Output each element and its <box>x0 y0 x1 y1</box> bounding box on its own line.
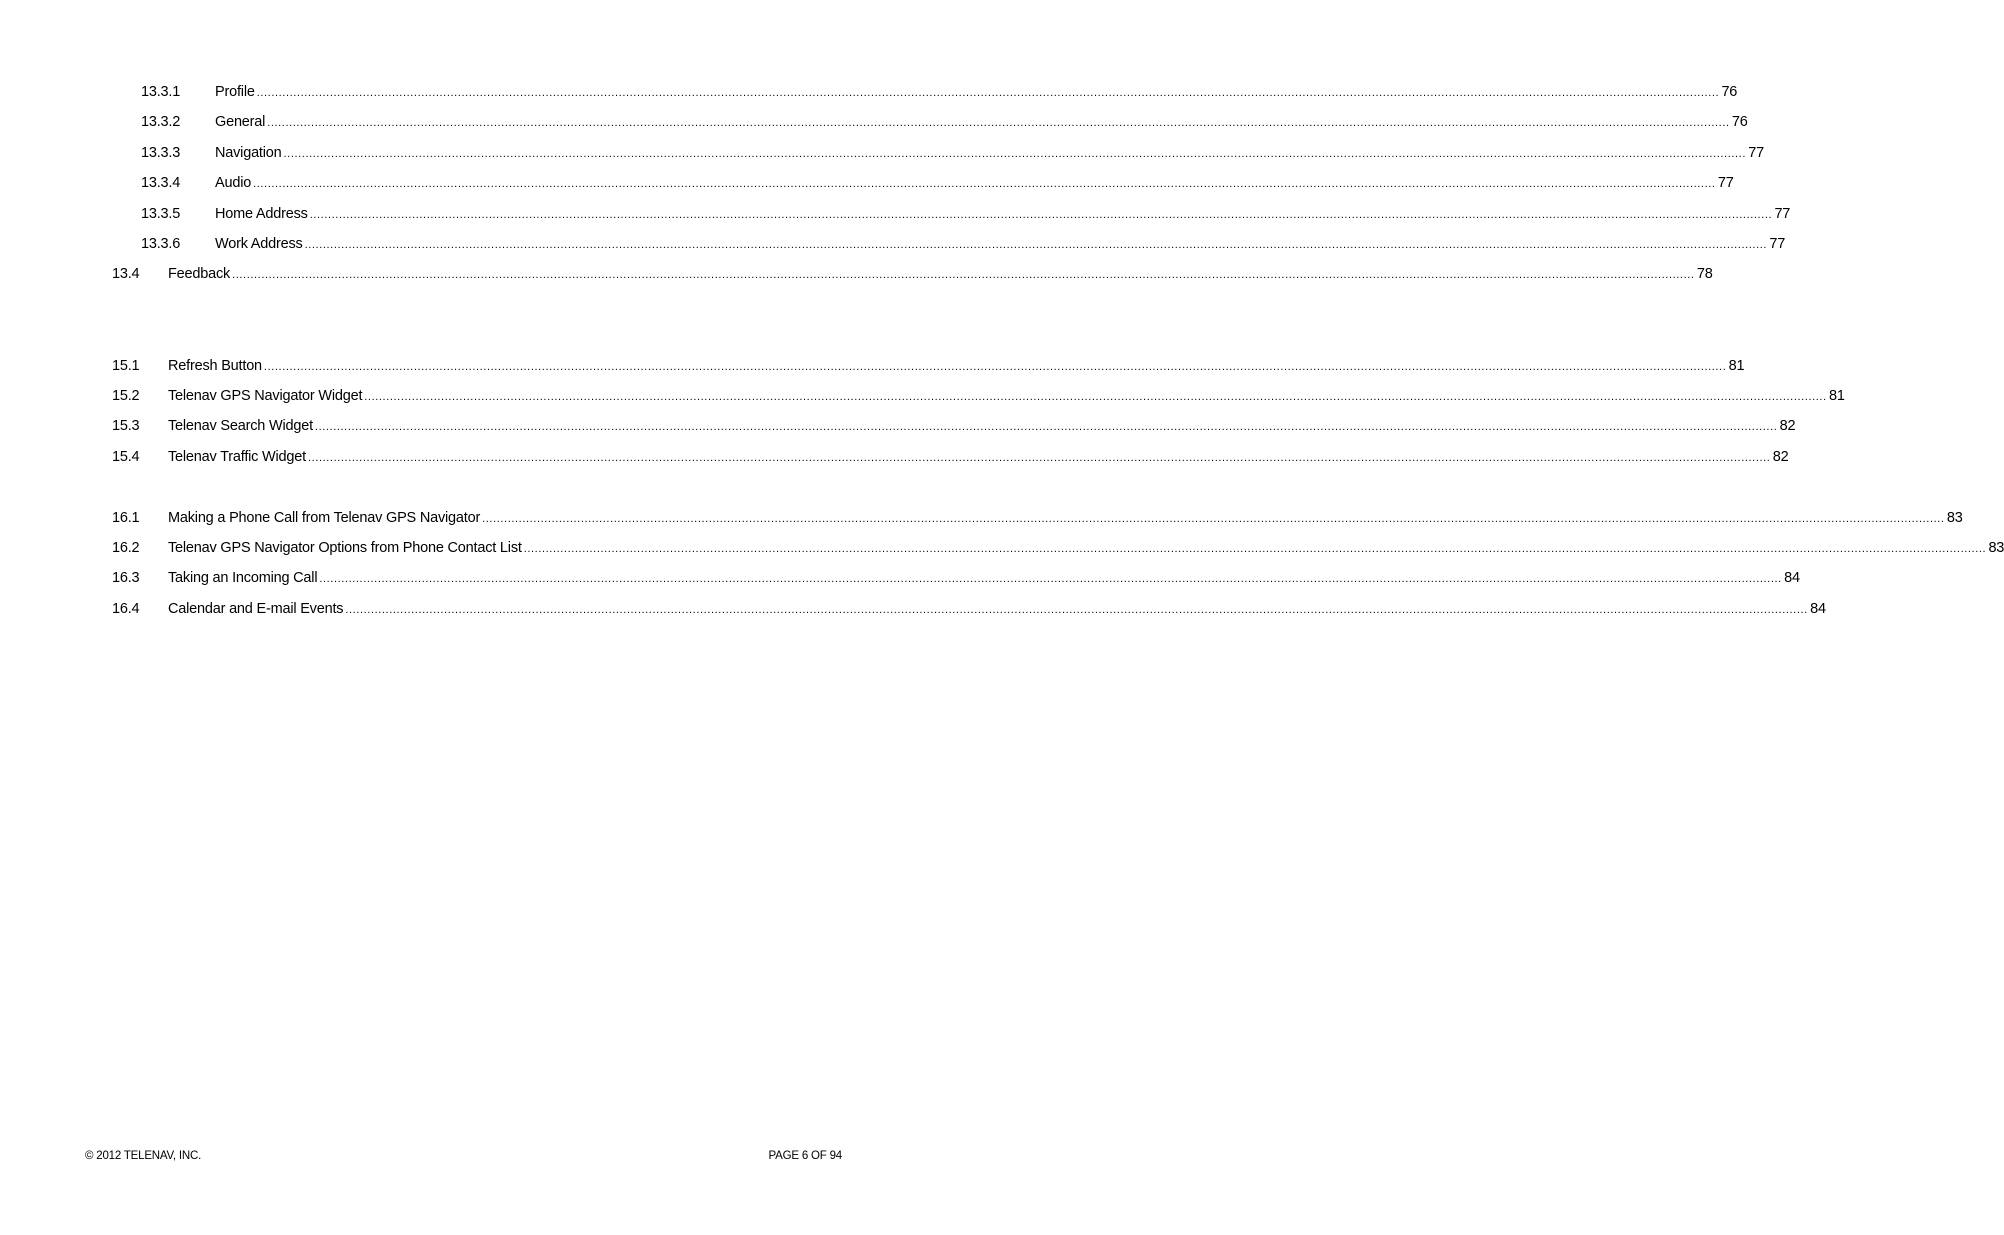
toc-entry-13-3-6[interactable] <box>0 234 1786 254</box>
dot-leader: ................................................................................................................................................................................................................................................................................................................................................................................................................ <box>482 513 1945 525</box>
toc-entry-13-3-1[interactable] <box>0 82 1738 102</box>
toc-entry-13-4[interactable] <box>0 264 1713 284</box>
toc-title[interactable]: Feedback <box>168 266 231 282</box>
footer-copyright: © 2012 TELENAV, INC. <box>85 1150 202 1162</box>
dot-leader: ................................................................................................................................................................................................................................................................................................................................................................................................................ <box>319 573 1782 585</box>
toc-page-number[interactable]: 84 <box>1784 570 1800 586</box>
toc-entry-13-3-4[interactable] <box>0 173 1734 193</box>
toc-entry-line <box>168 538 2004 559</box>
toc-number: 16.1 <box>112 510 140 526</box>
toc-entry-13-3-2[interactable] <box>0 112 1748 132</box>
toc-entry-15-3[interactable] <box>0 416 1796 436</box>
toc-entry-line <box>168 386 1845 407</box>
toc-number: 15.2 <box>112 388 140 404</box>
dot-leader: ................................................................................................................................................................................................................................................................................................................................................................................................................ <box>345 604 1808 616</box>
toc-entry-16-4[interactable] <box>0 599 1826 619</box>
toc-page-number[interactable]: 77 <box>1774 206 1791 222</box>
dot-leader: ................................................................................................................................................................................................................................................................................................................................................................................................................ <box>267 117 1730 129</box>
toc-page-number[interactable]: 81 <box>1829 388 1845 404</box>
toc-number: 13.3.5 <box>141 206 181 222</box>
dot-leader: ................................................................................................................................................................................................................................................................................................................................................................................................................ <box>283 148 1746 160</box>
toc-entry-16-1[interactable] <box>0 508 1963 528</box>
toc-title[interactable]: Home Address <box>215 206 308 222</box>
toc-title[interactable]: Audio <box>215 175 252 191</box>
toc-entry-15-1[interactable] <box>0 356 1745 376</box>
toc-entry-line <box>215 173 1734 194</box>
toc-number: 15.3 <box>112 418 140 434</box>
toc-entry-line <box>168 416 1796 437</box>
toc-title[interactable]: Telenav Traffic Widget <box>168 449 306 465</box>
toc-entry-15-4[interactable] <box>0 447 1789 467</box>
dot-leader: ................................................................................................................................................................................................................................................................................................................................................................................................................ <box>314 421 1778 433</box>
toc-title[interactable]: Taking an Incoming Call <box>168 570 318 586</box>
toc-number: 16.2 <box>112 540 140 556</box>
toc-page-number[interactable]: 83 <box>1946 510 1963 526</box>
toc-number: 13.4 <box>112 266 140 282</box>
dot-leader: ................................................................................................................................................................................................................................................................................................................................................................................................................ <box>364 391 1827 403</box>
toc-title[interactable]: Telenav GPS Navigator Widget <box>168 388 363 404</box>
toc-title[interactable]: General <box>215 114 266 130</box>
toc-page-number[interactable]: 82 <box>1772 449 1789 465</box>
toc-entry-line <box>215 112 1748 133</box>
toc-entry-15-2[interactable] <box>0 386 1845 406</box>
toc-number: 16.3 <box>112 570 140 586</box>
toc-entry-13-3-5[interactable] <box>0 204 1791 224</box>
toc-entry-line <box>215 143 1764 164</box>
toc-page-number[interactable]: 81 <box>1728 358 1745 374</box>
toc-entry-line <box>168 447 1789 468</box>
toc-entry-line <box>168 508 1963 529</box>
toc-page-number[interactable]: 82 <box>1779 418 1796 434</box>
toc-title[interactable]: Telenav GPS Navigator Options from Phone Contact List <box>168 540 522 556</box>
dot-leader: ................................................................................................................................................................................................................................................................................................................................................................................................................ <box>307 452 1771 464</box>
toc-page-number[interactable]: 77 <box>1769 236 1786 252</box>
footer-page-number: PAGE 6 OF 94 <box>768 1150 842 1162</box>
dot-leader: ................................................................................................................................................................................................................................................................................................................................................................................................................ <box>304 239 1768 251</box>
toc-number: 13.3.1 <box>141 84 181 100</box>
toc-entry-16-2[interactable] <box>0 538 2004 558</box>
toc-number: 15.4 <box>112 449 140 465</box>
toc-title[interactable]: Profile <box>215 84 255 100</box>
toc-entry-line <box>215 82 1738 103</box>
toc-page-number[interactable]: 84 <box>1810 601 1826 617</box>
toc-entry-line <box>168 599 1826 620</box>
toc-number: 13.3.4 <box>141 175 181 191</box>
toc-entry-line <box>215 204 1791 225</box>
toc-number: 16.4 <box>112 601 140 617</box>
toc-entry-16-3[interactable] <box>0 568 1800 588</box>
toc-number: 13.3.3 <box>141 145 181 161</box>
dot-leader: ................................................................................................................................................................................................................................................................................................................................................................................................................ <box>232 269 1695 281</box>
toc-page-number[interactable]: 83 <box>1988 540 2004 556</box>
toc-number: 15.1 <box>112 358 140 374</box>
toc-number: 13.3.2 <box>141 114 181 130</box>
dot-leader: ................................................................................................................................................................................................................................................................................................................................................................................................................ <box>256 87 1720 99</box>
page-footer <box>0 1148 954 1164</box>
toc-number: 13.3.6 <box>141 236 181 252</box>
dot-leader: ................................................................................................................................................................................................................................................................................................................................................................................................................ <box>263 361 1727 373</box>
toc-entry-line <box>168 568 1800 589</box>
toc-page-number[interactable]: 77 <box>1717 175 1734 191</box>
toc-title[interactable]: Work Address <box>215 236 303 252</box>
toc-entry-line <box>168 356 1745 377</box>
toc-entry-13-3-3[interactable] <box>0 143 1764 163</box>
toc-title[interactable]: Making a Phone Call from Telenav GPS Navigator <box>168 510 481 526</box>
toc-title[interactable]: Calendar and E-mail Events <box>168 601 344 617</box>
dot-leader: ................................................................................................................................................................................................................................................................................................................................................................................................................ <box>309 209 1773 221</box>
toc-title[interactable]: Telenav Search Widget <box>168 418 313 434</box>
toc-entry-line <box>168 264 1713 285</box>
toc-page-number[interactable]: 77 <box>1748 145 1764 161</box>
toc-title[interactable]: Refresh Button <box>168 358 262 374</box>
toc-page-number[interactable]: 78 <box>1696 266 1713 282</box>
toc-entry-line <box>215 234 1786 255</box>
toc-title[interactable]: Navigation <box>215 145 282 161</box>
toc-page-number[interactable]: 76 <box>1731 114 1748 130</box>
dot-leader: ................................................................................................................................................................................................................................................................................................................................................................................................................ <box>253 178 1716 190</box>
toc-page-number[interactable]: 76 <box>1721 84 1738 100</box>
dot-leader: ................................................................................................................................................................................................................................................................................................................................................................................................................ <box>523 543 1987 555</box>
